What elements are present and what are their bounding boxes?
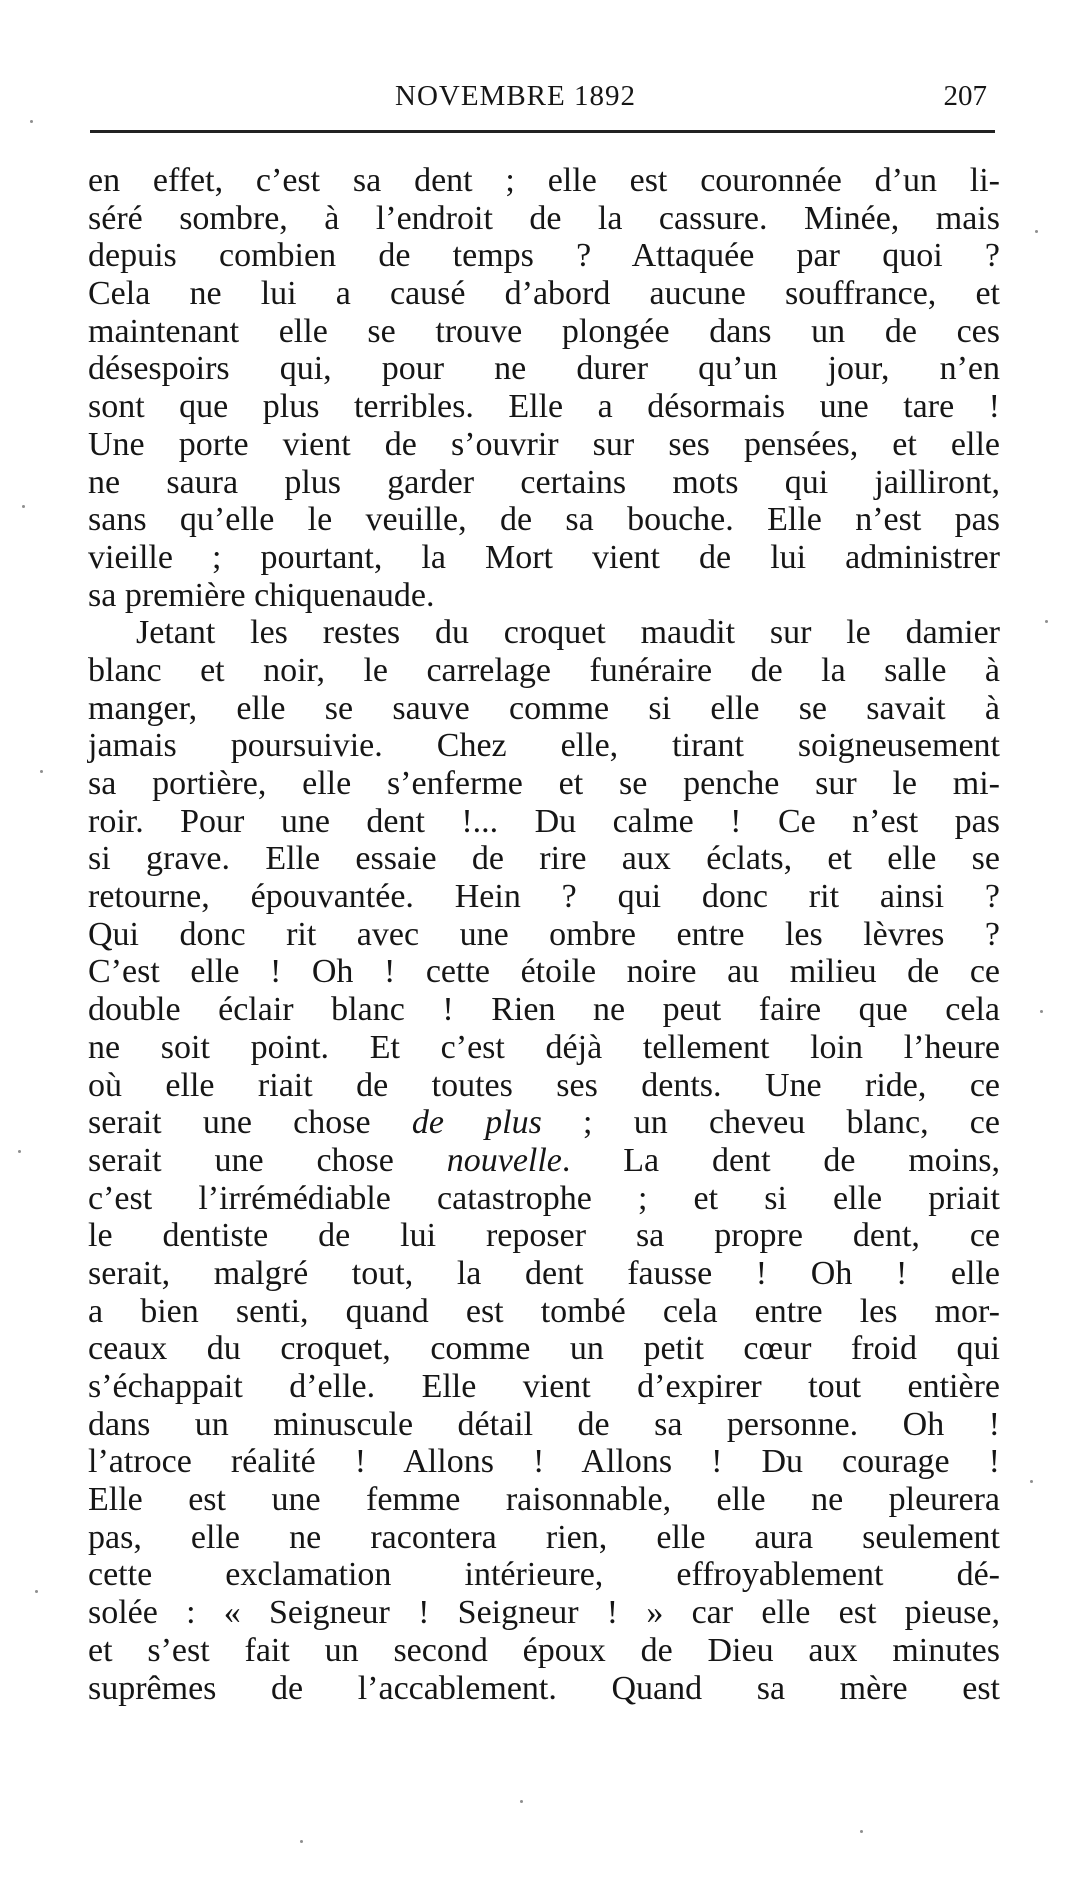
text-line: sans qu’elle le veuille, de sa bouche. Elle n’est pas bbox=[88, 501, 1000, 539]
text-line: blanc et noir, le carrelage funéraire de la salle à bbox=[88, 651, 1000, 689]
text-line-with-italic: serait une chose nouvelle. La dent de moins, bbox=[88, 1141, 1000, 1179]
text-line: Qui donc rit avec une ombre entre les lèvres ? bbox=[88, 915, 1000, 953]
text-line: serait, malgré tout, la dent fausse ! Oh ! elle bbox=[88, 1254, 1000, 1292]
text-line: l’atroce réalité ! Allons ! Allons ! Du courage ! bbox=[88, 1443, 1000, 1481]
text-line: ne soit point. Et c’est déjà tellement loin l’heure bbox=[88, 1028, 1000, 1066]
scan-speck bbox=[520, 1800, 523, 1803]
italic-phrase: de plus bbox=[411, 1104, 542, 1142]
text-line: le dentiste de lui reposer sa propre dent, ce bbox=[88, 1217, 1000, 1255]
scan-speck bbox=[30, 120, 33, 123]
scan-speck bbox=[22, 505, 25, 508]
text-line: où elle riait de toutes ses dents. Une ride, ce bbox=[88, 1066, 1000, 1104]
text-line: Elle est une femme raisonnable, elle ne pleurera bbox=[88, 1481, 1000, 1519]
scan-speck bbox=[35, 1590, 38, 1593]
text-line: séré sombre, à l’endroit de la cassure. Minée, mais bbox=[88, 199, 1000, 237]
text-line: et s’est fait un second époux de Dieu aux minutes bbox=[88, 1631, 1000, 1669]
text-line: maintenant elle se trouve plongée dans un de ces bbox=[88, 312, 1000, 350]
text-line: pas, elle ne racontera rien, elle aura seulement bbox=[88, 1518, 1000, 1556]
italic-phrase: nouvelle bbox=[446, 1141, 562, 1179]
paragraph-end-line: sa première chiquenaude. bbox=[88, 576, 435, 614]
scan-speck bbox=[1040, 1010, 1043, 1013]
text-line: en effet, c’est sa dent ; elle est couronnée d’un li- bbox=[88, 162, 1000, 199]
text-line: double éclair blanc ! Rien ne peut faire que cela bbox=[88, 991, 1000, 1029]
scan-speck bbox=[1030, 1480, 1033, 1483]
text-line: désespoirs qui, pour ne durer qu’un jour, n’en bbox=[88, 350, 1000, 388]
header-rule bbox=[90, 130, 995, 133]
page-header bbox=[90, 82, 995, 126]
text-line: jamais poursuivie. Chez elle, tirant soigneusement bbox=[88, 727, 1000, 765]
page-number: 207 bbox=[943, 80, 987, 112]
paragraph-start-line: Jetant les restes du croquet maudit sur le damier bbox=[136, 614, 1000, 652]
running-title: NOVEMBRE 1892 bbox=[395, 80, 636, 112]
text-line: si grave. Elle essaie de rire aux éclats, et elle se bbox=[88, 840, 1000, 878]
text-line: depuis combien de temps ? Attaquée par quoi ? bbox=[88, 237, 1000, 275]
text-line: Cela ne lui a causé d’abord aucune souffrance, et bbox=[88, 275, 1000, 313]
text-line: s’échappait d’elle. Elle vient d’expirer tout entière bbox=[88, 1368, 1000, 1405]
scan-speck bbox=[18, 1150, 21, 1153]
text-line-with-italic: serait une chose de plus ; un cheveu blanc, ce bbox=[88, 1104, 1000, 1142]
scan-speck bbox=[1035, 230, 1038, 233]
text-line: roir. Pour une dent !... Du calme ! Ce n’est pas bbox=[88, 802, 1000, 840]
text-line: solée : « Seigneur ! Seigneur ! » car elle est pieuse, bbox=[88, 1594, 1000, 1632]
text-line: ne saura plus garder certains mots qui jailliront, bbox=[88, 463, 1000, 501]
text-line: cette exclamation intérieure, effroyablement dé- bbox=[88, 1556, 1000, 1594]
text-line: suprêmes de l’accablement. Quand sa mère est bbox=[88, 1669, 1000, 1707]
text-line: sa portière, elle s’enferme et se penche sur le mi- bbox=[88, 765, 1000, 802]
text-line: C’est elle ! Oh ! cette étoile noire au milieu de ce bbox=[88, 953, 1000, 991]
text-line: sont que plus terribles. Elle a désormais une tare ! bbox=[88, 388, 1000, 426]
scan-speck bbox=[860, 1830, 863, 1833]
scan-speck bbox=[1045, 620, 1048, 623]
text-line: c’est l’irrémédiable catastrophe ; et si elle priait bbox=[88, 1179, 1000, 1217]
text-line: dans un minuscule détail de sa personne. Oh ! bbox=[88, 1405, 1000, 1443]
text-line: vieille ; pourtant, la Mort vient de lui administrer bbox=[88, 538, 1000, 576]
body-text bbox=[88, 162, 1000, 1707]
text-line: retourne, épouvantée. Hein ? qui donc rit ainsi ? bbox=[88, 878, 1000, 916]
text-line: manger, elle se sauve comme si elle se savait à bbox=[88, 689, 1000, 727]
scan-speck bbox=[300, 1840, 303, 1843]
text-line: a bien senti, quand est tombé cela entre les mor- bbox=[88, 1292, 1000, 1330]
text-line: Une porte vient de s’ouvrir sur ses pensées, et elle bbox=[88, 425, 1000, 463]
text-line: ceaux du croquet, comme un petit cœur froid qui bbox=[88, 1330, 1000, 1368]
scan-speck bbox=[40, 770, 43, 773]
